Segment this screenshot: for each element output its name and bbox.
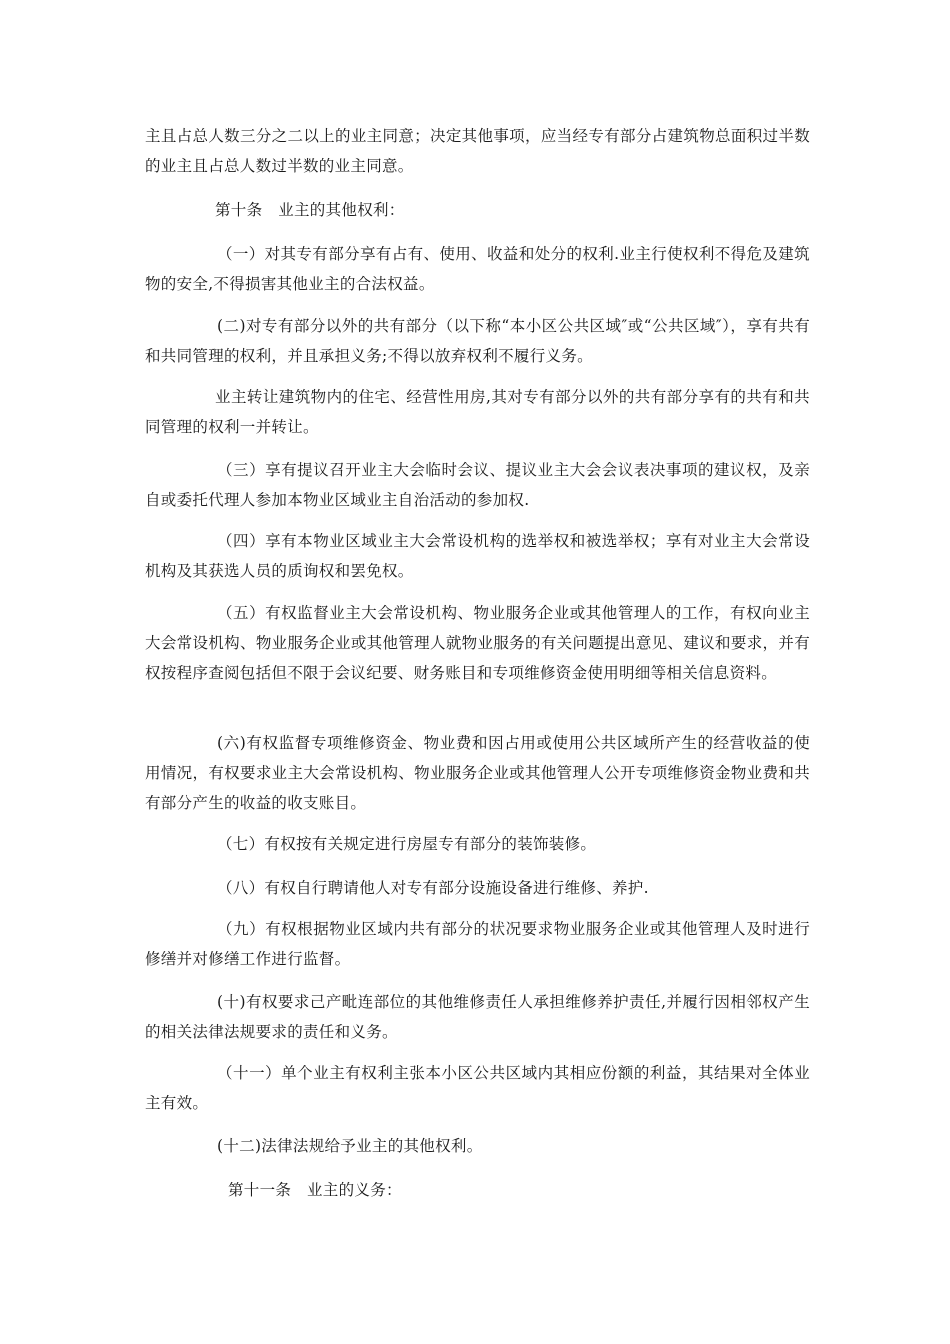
article-10-item-10: (十)有权要求己产毗连部位的其他维修责任人承担维修养护责任,并履行因相邻权产生的相关法律法规要求的责任和义务。 <box>145 993 810 1041</box>
paragraph-continuation: 主且占总人数三分之二以上的业主同意；决定其他事项，应当经专有部分占建筑物总面积过半数的业主且占总人数过半数的业主同意。 <box>145 127 810 175</box>
article-10-item-2-note: 业主转让建筑物内的住宅、经营性用房,其对专有部分以外的共有部分享有的共有和共同管理的权利一并转让。 <box>145 388 810 436</box>
article-10-item-8: （八）有权自行聘请他人对专有部分设施设备进行维修、养护. <box>217 879 649 897</box>
article-10-item-6: (六)有权监督专项维修资金、物业费和因占用或使用公共区域所产生的经营收益的使用情况，有权要求业主大会常设机构、物业服务企业或其他管理人公开专项维修资金物业费和共有部分产生的收益的收支账目。 <box>145 734 810 812</box>
article-10-item-7: （七）有权按有关规定进行房屋专有部分的装饰装修。 <box>217 835 597 853</box>
article-10-item-1: （一）对其专有部分享有占有、使用、收益和处分的权利.业主行使权利不得危及建筑物的安全,不得损害其他业主的合法权益。 <box>145 245 810 293</box>
article-10-item-2: (二)对专有部分以外的共有部分（以下称“本小区公共区域″或“公共区域″），享有共有和共同管理的权利，并且承担义务;不得以放弃权利不履行义务。 <box>145 317 810 365</box>
article-10-item-5: （五）有权监督业主大会常设机构、物业服务企业或其他管理人的工作，有权向业主大会常设机构、物业服务企业或其他管理人就物业服务的有关问题提出意见、建议和要求，并有权按程序查阅包括但不限于会议纪要、财务账目和专项维修资金使用明细等相关信息资料。 <box>145 604 810 682</box>
article-10-heading: 第十条 业主的其他权利： <box>215 201 405 219</box>
article-10-item-4: （四）享有本物业区域业主大会常设机构的选举权和被选举权；享有对业主大会常设机构及其获选人员的质询权和罢免权。 <box>145 532 810 580</box>
article-10-item-9: （九）有权根据物业区域内共有部分的状况要求物业服务企业或其他管理人及时进行修缮并对修缮工作进行监督。 <box>145 920 810 968</box>
article-10-item-11: （十一）单个业主有权利主张本小区公共区域内其相应份额的利益，其结果对全体业主有效。 <box>145 1064 810 1112</box>
article-10-item-3: （三）享有提议召开业主大会临时会议、提议业主大会会议表决事项的建议权，及亲自或委托代理人参加本物业区域业主自治活动的参加权. <box>145 461 810 509</box>
article-10-item-12: (十二)法律法规给予业主的其他权利。 <box>217 1137 483 1155</box>
article-11-heading: 第十一条 业主的义务： <box>228 1181 402 1199</box>
